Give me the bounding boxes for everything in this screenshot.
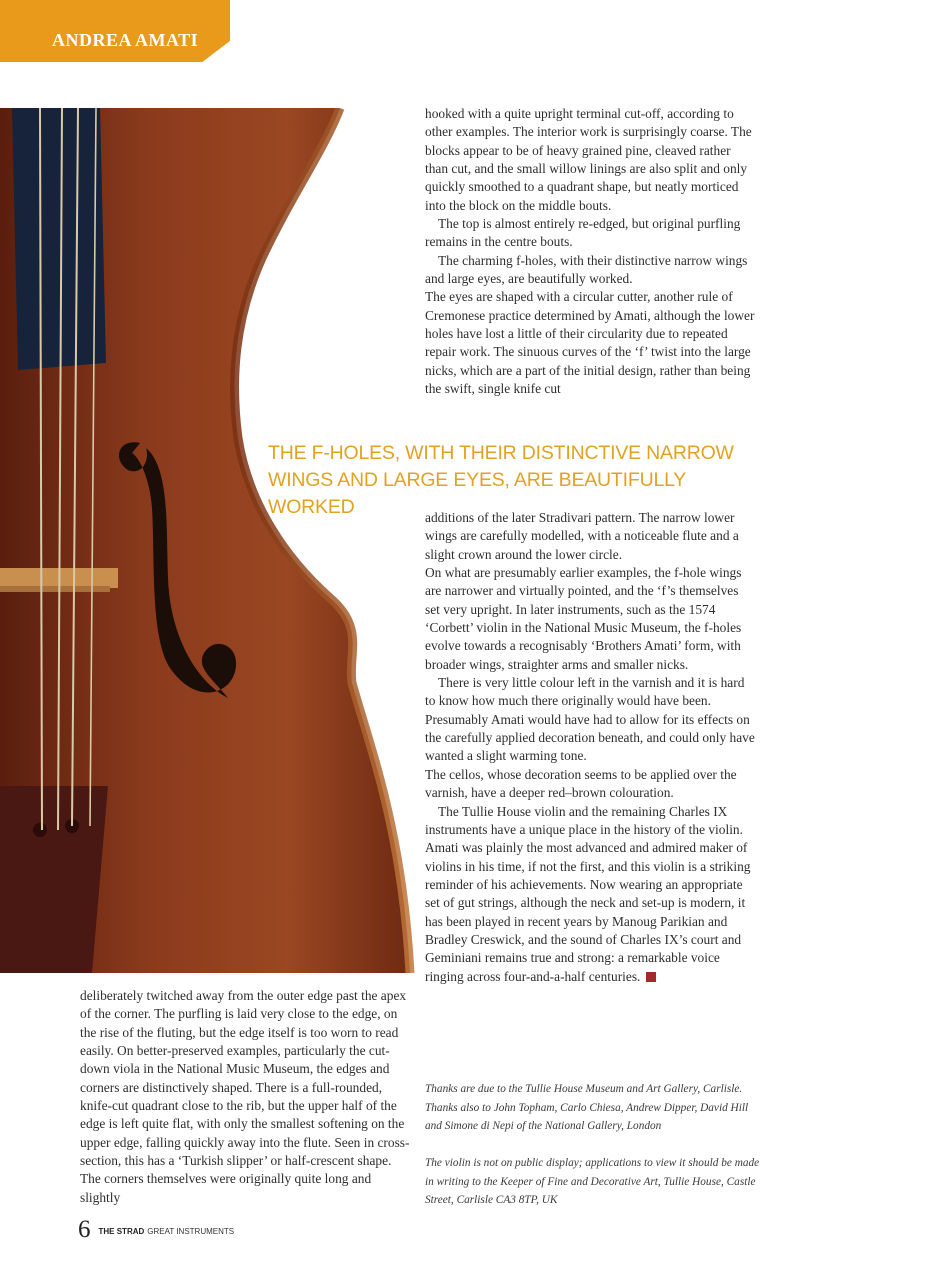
pull-quote-line: WINGS AND LARGE EYES, ARE BEAUTIFULLY WORKED <box>268 469 686 518</box>
paragraph: The top is almost entirely re-edged, but original purfling remains in the centre bouts. <box>425 216 741 250</box>
credits-access: The violin is not on public display; applications to view it should be made in writing to the Keeper of Fine and Decorative Art, Tullie House, Castle Street, Carlisle CA3 8TP, UK <box>425 1157 760 1206</box>
paragraph: The eyes are shaped with a circular cutter, another rule of Cremonese practice determined by Amati, although the lower holes have lost a little of their circularity due to repeated repair work. The sinuous curves of the ‘f’ twist into the large nicks, which are a part of the initial design, rather than being the swift, single knife cut <box>425 289 755 397</box>
page-number: 6 <box>78 1216 91 1243</box>
pull-quote-line: THE F-HOLES, WITH THEIR DISTINCTIVE NARROW <box>268 442 734 464</box>
body-column-right-top <box>425 105 755 399</box>
footer-folio <box>78 1216 234 1244</box>
body-column-left-bottom <box>80 987 410 1207</box>
section-name: GREAT INSTRUMENTS <box>147 1227 235 1236</box>
paragraph: On what are presumably earlier examples, the f-hole wings are narrower and virtually pointed, and the ‘f’s themselves set very upright. In later instruments, such as the 1574 ‘Corbett’ violin in the National Music Museum, the f-holes evolve towards a recognisably ‘Brothers Amati’ form, with broader wings, straighter arms and smaller nicks. <box>425 565 742 672</box>
end-mark-icon <box>646 972 656 982</box>
paragraph: deliberately twitched away from the outer edge past the apex of the corner. The purfling is laid very close to the edge, on the rise of the fluting, but the edge itself is too worn to read easily. On better-preserved examples, particularly the cut-down viola in the National Music Museum, the edges and corners are distinctively shaped. There is a full-rounded, knife-cut quadrant close to the rib, but the upper half of the edge is left quite flat, with only the smallest softening on the upper edge, falling quickly away into the flute. Seen in cross-section, this has a ‘Turkish slipper’ or half-crescent shape. The corners themselves were originally quite long and slightly <box>80 988 410 1205</box>
paragraph-final <box>425 803 755 986</box>
paragraph: There is very little colour left in the varnish and it is hard to know how much there originally would have been. Presumably Amati would have had to allow for its effects on the carefully applied decoration beneath, and could only have wanted a slight warming tone. <box>425 675 755 764</box>
tailpiece <box>0 786 108 973</box>
body-column-right-bottom <box>425 509 755 986</box>
paragraph: The charming f-holes, with their distinctive narrow wings and large eyes, are beautifully worked. <box>425 252 748 287</box>
violin-photo <box>0 108 420 973</box>
fingerboard <box>12 108 106 370</box>
credits-thanks: Thanks are due to the Tullie House Museum and Art Gallery, Carlisle. Thanks also to John Topham, Carlo Chiesa, Andrew Dipper, David Hill and Simone di Nepi of the National Gallery, London <box>425 1083 749 1132</box>
paragraph: hooked with a quite upright terminal cut-off, according to other examples. The interior work is surprisingly coarse. The blocks appear to be of heavy grained pine, cleaved rather than cut, and the small willow linings are also split and only quickly smoothed to a quadrant shape, but neatly morticed into the block on the middle bouts. <box>425 106 752 213</box>
section-title: ANDREA AMATI <box>52 30 199 50</box>
paragraph-text: The Tullie House violin and the remaining Charles IX instruments have a unique place in the history of the violin. Amati was plainly the most advanced and admired maker of violins in his time, if not the first, and this violin is a striking reminder of his achievements. Now wearing an appropriate set of gut strings, although the neck and set-up is modern, it has been played in recent years by Manoug Parikian and Bradley Creswick, and the sound of Charles IX’s court and Geminiani remains true and strong: a remarkable voice ringing across four-and-a-half centuries. <box>425 803 751 984</box>
credits <box>425 1080 765 1228</box>
paragraph: The cellos, whose decoration seems to be applied over the varnish, have a deeper red–brown colouration. <box>425 766 737 801</box>
paragraph: additions of the later Stradivari pattern. The narrow lower wings are carefully modelled, with a noticeable flute and a slight crown around the lower circle. <box>425 510 739 562</box>
magazine-name: THE STRAD <box>98 1227 145 1236</box>
